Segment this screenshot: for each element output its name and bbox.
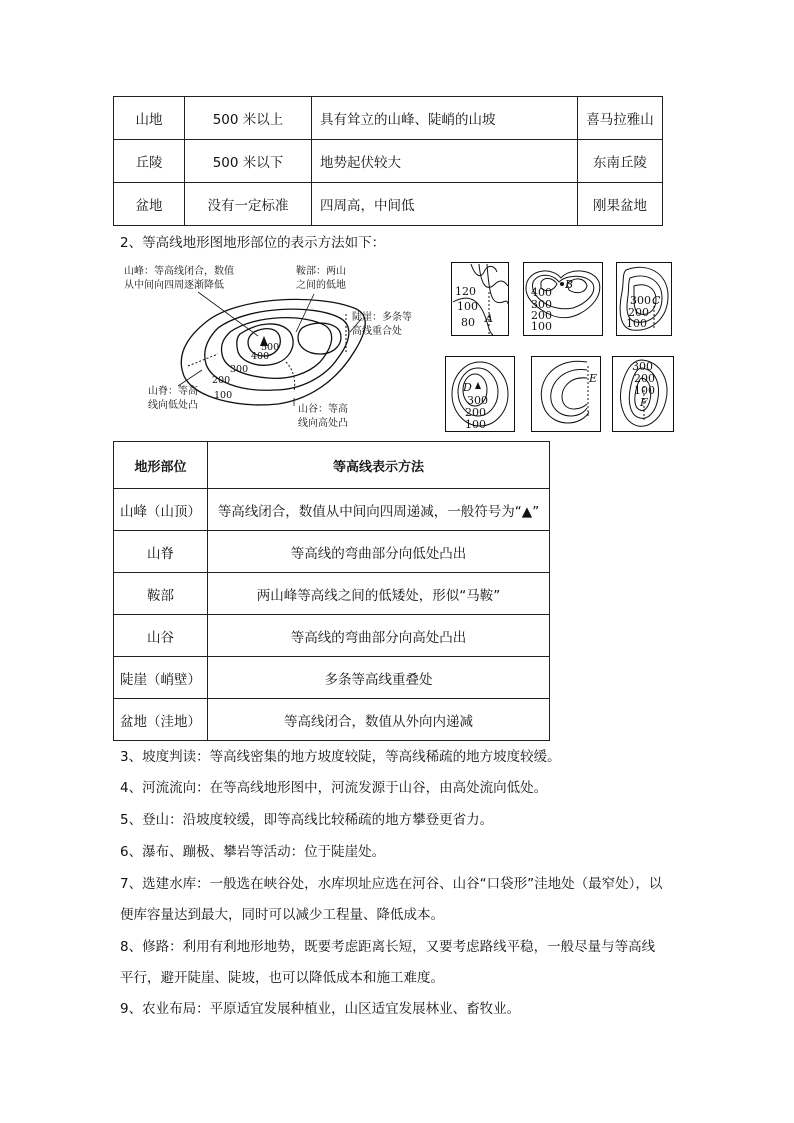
table-cell: 具有耸立的山峰、陡峭的山坡 [312, 97, 578, 140]
ridge-label: 山脊：等高 [148, 386, 198, 397]
peak-label: 山峰：等高线闭合，数值 [124, 266, 234, 277]
map-label: A [485, 312, 493, 325]
map-label: 300 [632, 360, 653, 373]
contour-diagram [118, 258, 428, 436]
map-label: F [640, 396, 648, 409]
valley-label: 山谷：等高 [298, 404, 348, 415]
map-label: 400 [531, 286, 552, 299]
table-cell: 等高线闭合，数值从外向内递减 [208, 699, 550, 741]
map-label: C [652, 294, 661, 307]
table-cell: 鞍部 [114, 573, 208, 615]
table-cell: 盆地（洼地） [114, 699, 208, 741]
table-cell: 500 米以下 [185, 140, 312, 183]
table-cell: 等高线的弯曲部分向低处凸出 [208, 531, 550, 573]
paragraph-5: 5、登山：沿坡度较缓，即等高线比较稀疏的地方攀登更省力。 [120, 812, 494, 828]
paragraph-6: 6、瀑布、蹦极、攀岩等活动：位于陡崖处。 [120, 844, 386, 860]
contour-table [113, 441, 550, 741]
map-label: 200 [634, 372, 655, 385]
table-row [114, 140, 663, 183]
table-cell: 山谷 [114, 615, 208, 657]
map-label: B [565, 278, 574, 291]
table-header: 等高线表示方法 [208, 442, 550, 489]
table-row [114, 97, 663, 140]
table-cell: 地势起伏较大 [312, 140, 578, 183]
table-cell: 山脊 [114, 531, 208, 573]
mini-map-ridge [451, 262, 509, 336]
cliff-label: 陡崖：多条等 [352, 312, 412, 323]
table-row [114, 531, 550, 573]
map-label: 100 [634, 384, 655, 397]
table-cell: 等高线的弯曲部分向高处凸出 [208, 615, 550, 657]
map-label: 200 [531, 309, 552, 322]
table-cell: 丘陵 [114, 140, 185, 183]
map-label: 100 [626, 317, 647, 330]
table-row [114, 699, 550, 741]
contour-label-300: 300 [230, 364, 249, 375]
table-cell: 喜马拉雅山 [578, 97, 663, 140]
landform-table [113, 96, 663, 226]
map-label: E [589, 372, 598, 385]
table-row [114, 183, 663, 226]
table-cell: 山峰（山顶） [114, 489, 208, 531]
paragraph-3: 3、坡度判读：等高线密集的地方坡度较陡，等高线稀疏的地方坡度较缓。 [120, 749, 561, 765]
contour-label-400: 400 [251, 351, 270, 362]
table-cell: 山地 [114, 97, 185, 140]
paragraph-9: 9、农业布局：平原适宜发展种植业，山区适宜发展林业、畜牧业。 [120, 1001, 521, 1017]
map-label: 100 [531, 320, 552, 333]
table-header: 地形部位 [114, 442, 208, 489]
table-cell: 盆地 [114, 183, 185, 226]
map-label: 80 [461, 316, 475, 329]
table-row [114, 573, 550, 615]
table-row [114, 615, 550, 657]
cliff-label-2: 高线重合处 [352, 326, 402, 337]
contour-label-100: 100 [214, 390, 233, 401]
contour-label-500: 500 [261, 342, 280, 353]
table-cell: 刚果盆地 [578, 183, 663, 226]
table-header-row [114, 442, 550, 489]
table-row [114, 489, 550, 531]
table-cell: 等高线闭合，数值从中间向四周递减，一般符号为“▲” [208, 489, 550, 531]
ridge-label-2: 线向低处凸 [148, 400, 198, 411]
paragraph-4: 4、河流流向：在等高线地形图中，河流发源于山谷，由高处流向低处。 [120, 780, 548, 796]
map-label: 300 [467, 394, 488, 407]
peak-label-2: 从中间向四周逐渐降低 [124, 280, 224, 291]
table-cell: 没有一定标准 [185, 183, 312, 226]
map-label: 300 [630, 294, 651, 307]
table-cell: 多条等高线重叠处 [208, 657, 550, 699]
map-label: D [463, 381, 472, 394]
saddle-label: 鞍部：两山 [296, 266, 346, 277]
paragraph-8-line-1: 8、修路：利用有利地形地势，既要考虑距离长短，又要考虑路线平稳，一般尽量与等高线 [120, 939, 656, 955]
table-cell: 东南丘陵 [578, 140, 663, 183]
mini-map-saddle [523, 262, 603, 336]
table-row [114, 657, 550, 699]
section-2-title: 2、等高线地形图地形部位的表示方法如下： [120, 235, 386, 251]
map-label: 300 [531, 298, 552, 311]
paragraph-7-line-1: 7、选建水库：一般选在峡谷处，水库坝址应选在河谷、山谷“口袋形”洼地处（最窄处），以 [120, 876, 663, 892]
saddle-label-2: 之间的低地 [296, 280, 346, 291]
mini-map-peak [445, 356, 515, 432]
table-cell: 陡崖（峭壁） [114, 657, 208, 699]
map-label: 100 [457, 300, 478, 313]
table-cell: 四周高，中间低 [312, 183, 578, 226]
mini-map-cliff [531, 356, 601, 432]
table-cell: 两山峰等高线之间的低矮处，形似“马鞍” [208, 573, 550, 615]
table-cell: 500 米以上 [185, 97, 312, 140]
paragraph-7-line-2: 便库容量达到最大，同时可以减少工程量、降低成本。 [120, 907, 444, 923]
map-label: 200 [465, 406, 486, 419]
paragraph-8-line-2: 平行，避开陡崖、陡坡，也可以降低成本和施工难度。 [120, 970, 444, 986]
mini-map-valley [616, 262, 672, 336]
valley-label-2: 线向高处凸 [298, 418, 348, 429]
map-label: 120 [455, 285, 476, 298]
map-label: 100 [465, 418, 486, 431]
map-label: 200 [628, 306, 649, 319]
mini-map-basin [612, 356, 674, 432]
contour-label-200: 200 [212, 375, 231, 386]
